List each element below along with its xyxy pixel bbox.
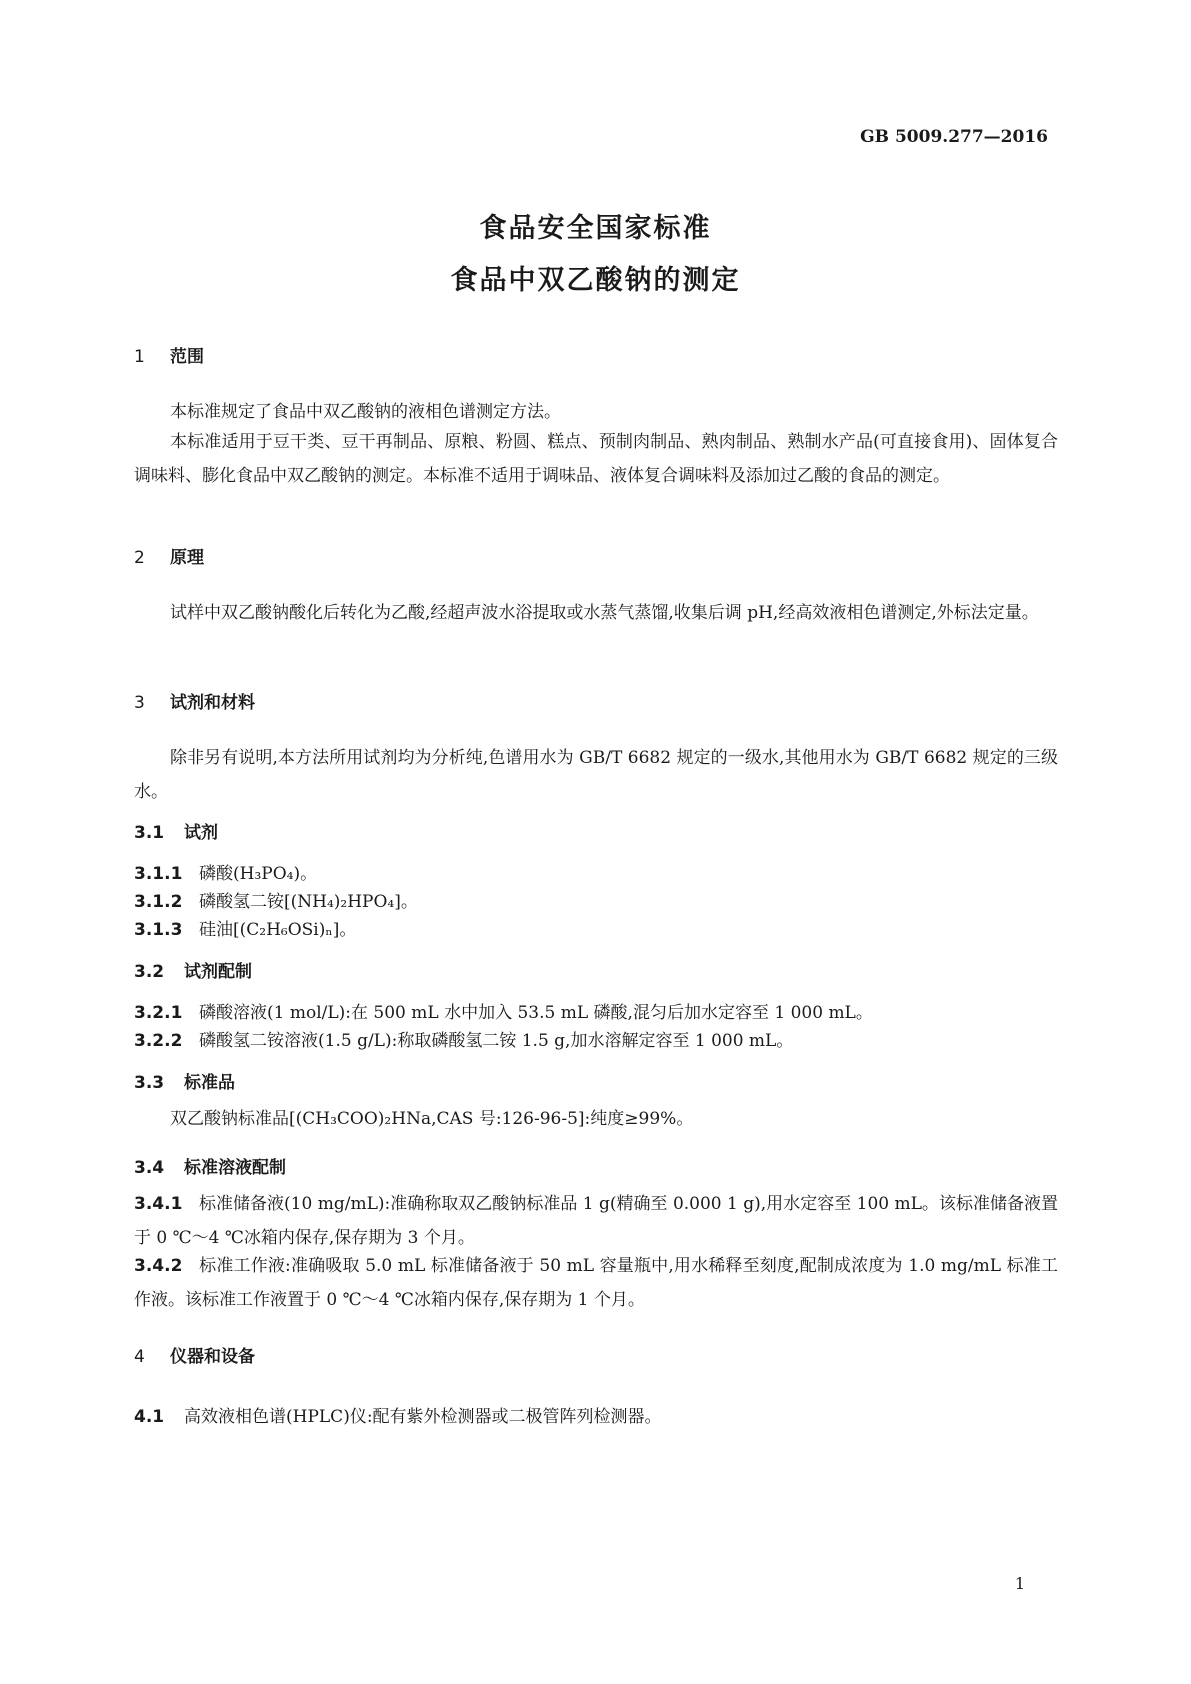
item-3-2-2 <box>134 1026 793 1051</box>
section-number: 3.2 <box>134 962 165 982</box>
item-3-1-1 <box>134 859 317 884</box>
item-3-1-2 <box>134 887 418 912</box>
item-number: 3.2.1 <box>134 1003 183 1023</box>
item-text: 磷酸氢二铵[(NH₄)₂HPO₄]。 <box>199 892 418 912</box>
section-1-paragraph-1: 本标准规定了食品中双乙酸钠的液相色谱测定方法。 <box>170 402 561 422</box>
item-3-1-3 <box>134 915 356 940</box>
section-title: 仪器和设备 <box>170 1347 255 1367</box>
section-1-heading <box>134 342 204 367</box>
section-3-4-heading <box>134 1153 286 1178</box>
section-4-heading <box>134 1342 255 1367</box>
section-number: 3.1 <box>134 823 165 843</box>
item-number: 3.1.1 <box>134 864 183 884</box>
document-subtitle: 食品中双乙酸钠的测定 <box>450 265 741 296</box>
standard-code: GB 5009.277—2016 <box>860 127 1048 147</box>
section-number: 3.3 <box>134 1073 165 1093</box>
section-3-3-paragraph-1: 双乙酸钠标准品[(CH₃COO)₂HNa,CAS 号:126-96-5]:纯度≥99%。 <box>170 1109 694 1129</box>
item-number: 3.4.1 <box>134 1194 183 1214</box>
section-title: 范围 <box>170 347 204 367</box>
item-text: 磷酸氢二铵溶液(1.5 g/L):称取磷酸氢二铵 1.5 g,加水溶解定容至 1 000 mL。 <box>199 1031 794 1051</box>
section-number: 2 <box>134 548 145 568</box>
section-3-3-heading <box>134 1068 235 1093</box>
section-number: 3 <box>134 693 145 713</box>
section-3-heading <box>134 688 255 713</box>
section-2-paragraph-1: 试样中双乙酸钠酸化后转化为乙酸,经超声波水浴提取或水蒸气蒸馏,收集后调 pH,经高效液相色谱测定,外标法定量。 <box>170 603 1039 623</box>
item-text: 硅油[(C₂H₆OSi)ₙ]。 <box>199 920 357 940</box>
section-3-paragraph-1: 除非另有说明,本方法所用试剂均为分析纯,色谱用水为 GB/T 6682 规定的一级水,其他用水为 GB/T 6682 规定的三级水。 <box>134 748 1058 802</box>
section-title: 试剂和材料 <box>170 693 255 713</box>
section-3-1-heading <box>134 818 218 843</box>
document-title: 食品安全国家标准 <box>479 213 712 244</box>
section-3-2-heading <box>134 957 252 982</box>
item-number: 3.2.2 <box>134 1031 183 1051</box>
section-title: 试剂配制 <box>184 962 252 982</box>
item-text: 标准储备液(10 mg/mL):准确称取双乙酸钠标准品 1 g(精确至 0.000 1 g),用水定容至 100 mL。该标准储备液置于 0 ℃～4 ℃冰箱内保存,保存期为 3 个月。 <box>134 1194 1058 1248</box>
section-number: 3.4 <box>134 1158 165 1178</box>
section-title: 试剂 <box>184 823 218 843</box>
section-title: 原理 <box>170 548 204 568</box>
item-number: 3.1.3 <box>134 920 183 940</box>
item-text: 磷酸溶液(1 mol/L):在 500 mL 水中加入 53.5 mL 磷酸,混匀后加水定容至 1 000 mL。 <box>199 1003 873 1023</box>
section-title: 标准品 <box>184 1073 235 1093</box>
item-3-2-1 <box>134 998 873 1023</box>
item-3-4-1 <box>134 1187 1058 1255</box>
item-3-4-2 <box>134 1249 1058 1317</box>
section-1-paragraph-2: 本标准适用于豆干类、豆干再制品、原粮、粉圆、糕点、预制肉制品、熟肉制品、熟制水产品(可直接食用)、固体复合调味料、膨化食品中双乙酸钠的测定。本标准不适用于调味品、液体复合调味料及添加过乙酸的食品的测定。 <box>134 432 1058 486</box>
section-2-heading <box>134 543 204 568</box>
item-text: 标准工作液:准确吸取 5.0 mL 标准储备液于 50 mL 容量瓶中,用水稀释至刻度,配制成浓度为 1.0 mg/mL 标准工作液。该标准工作液置于 0 ℃～4 ℃冰箱内保存,保存期为 1 个月。 <box>134 1256 1058 1310</box>
item-text: 高效液相色谱(HPLC)仪:配有紫外检测器或二极管阵列检测器。 <box>184 1407 662 1427</box>
item-4-1 <box>134 1402 662 1427</box>
section-title: 标准溶液配制 <box>184 1158 286 1178</box>
item-number: 3.4.2 <box>134 1256 183 1276</box>
section-number: 4 <box>134 1347 145 1367</box>
section-number: 1 <box>134 347 145 367</box>
item-number: 3.1.2 <box>134 892 183 912</box>
page-number: 1 <box>1014 1574 1025 1593</box>
item-number: 4.1 <box>134 1407 165 1427</box>
item-text: 磷酸(H₃PO₄)。 <box>199 864 318 884</box>
